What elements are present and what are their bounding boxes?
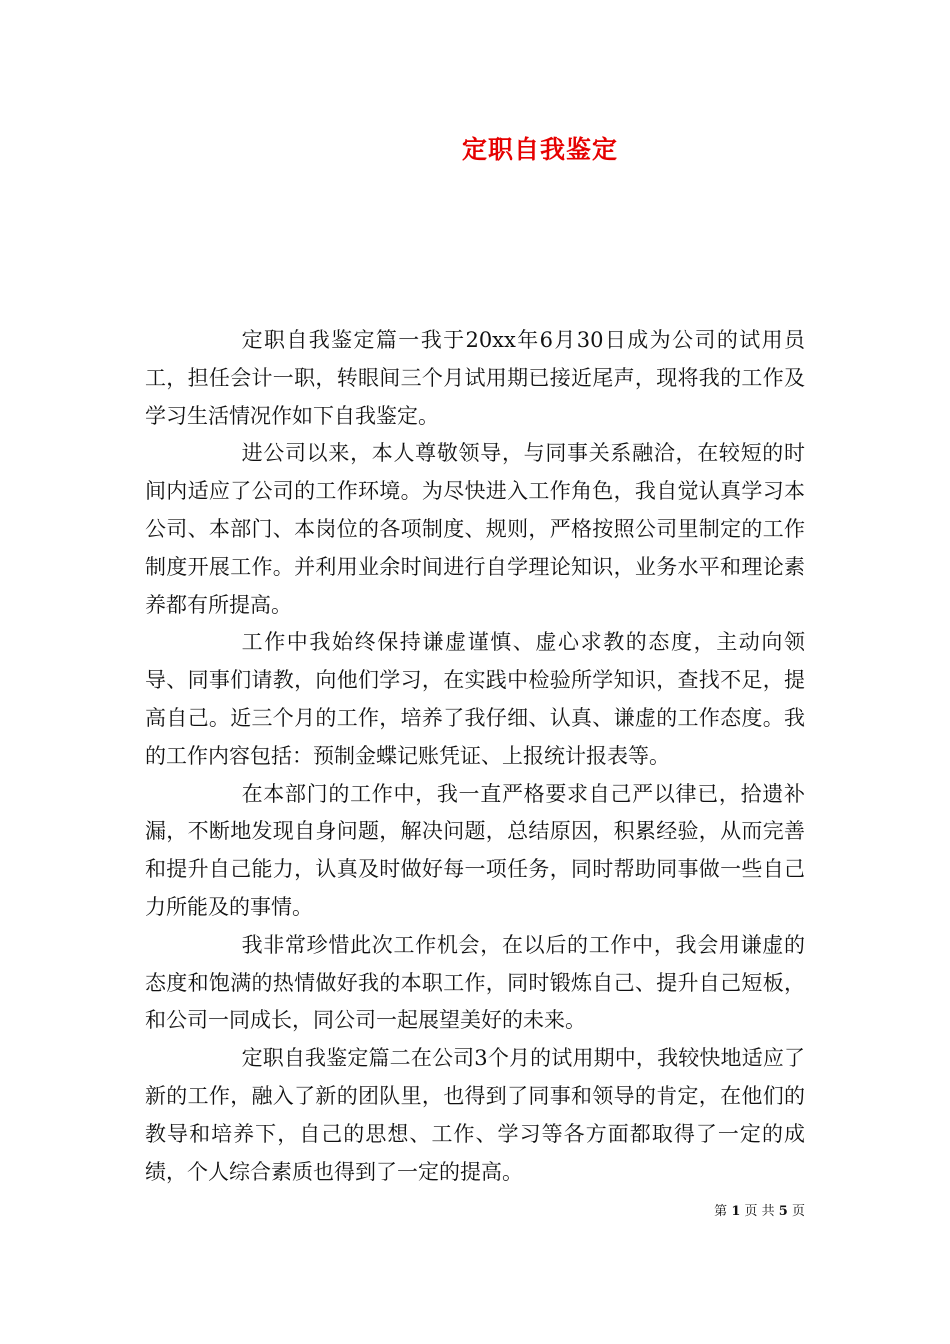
- current-page-number: 1: [731, 1204, 741, 1219]
- footer-prefix: 第: [714, 1204, 728, 1219]
- paragraph: 在本部门的工作中，我一直严格要求自己严以律已，拾遗补漏，不断地发现自身问题，解决问题，总结原因，积累经验，从而完善和提升自己能力，认真及时做好每一项任务，同时帮助同事做一些自己力所能及的事情。: [145, 781, 805, 919]
- page-title: 定职自我鉴定: [461, 135, 618, 164]
- page-number-footer: [714, 1203, 805, 1221]
- total-pages-number: 5: [778, 1204, 788, 1219]
- paragraph: 我非常珍惜此次工作机会，在以后的工作中，我会用谦虚的态度和饱满的热情做好我的本职工作，同时锻炼自己、提升自己短板，和公司一同成长，同公司一起展望美好的未来。: [145, 932, 805, 1033]
- paragraph: 工作中我始终保持谦虚谨慎、虚心求教的态度，主动向领导、同事们请教，向他们学习，在实践中检验所学知识，查找不足，提高自己。近三个月的工作，培养了我仔细、认真、谦虚的工作态度。我的工作内容包括：预制金蝶记账凭证、上报统计报表等。: [145, 630, 805, 768]
- footer-middle: 页 共: [744, 1204, 775, 1219]
- document-body: [145, 322, 805, 1191]
- paragraph: 进公司以来，本人尊敬领导，与同事关系融洽，在较短的时间内适应了公司的工作环境。为尽快进入工作角色，我自觉认真学习本公司、本部门、本岗位的各项制度、规则，严格按照公司里制定的工作制度开展工作。并利用业余时间进行自学理论知识，业务水平和理论素养都有所提高。: [145, 441, 805, 617]
- paragraph: 定职自我鉴定篇二在公司3个月的试用期中，我较快地适应了新的工作，融入了新的团队里，也得到了同事和领导的肯定，在他们的教导和培养下，自己的思想、工作、学习等各方面都取得了一定的成绩，个人综合素质也得到了一定的提高。: [145, 1046, 805, 1184]
- paragraph: 定职自我鉴定篇一我于20xx年6月30日成为公司的试用员工，担任会计一职，转眼间三个月试用期已接近尾声，现将我的工作及学习生活情况作如下自我鉴定。: [145, 328, 805, 428]
- footer-suffix: 页: [791, 1204, 805, 1219]
